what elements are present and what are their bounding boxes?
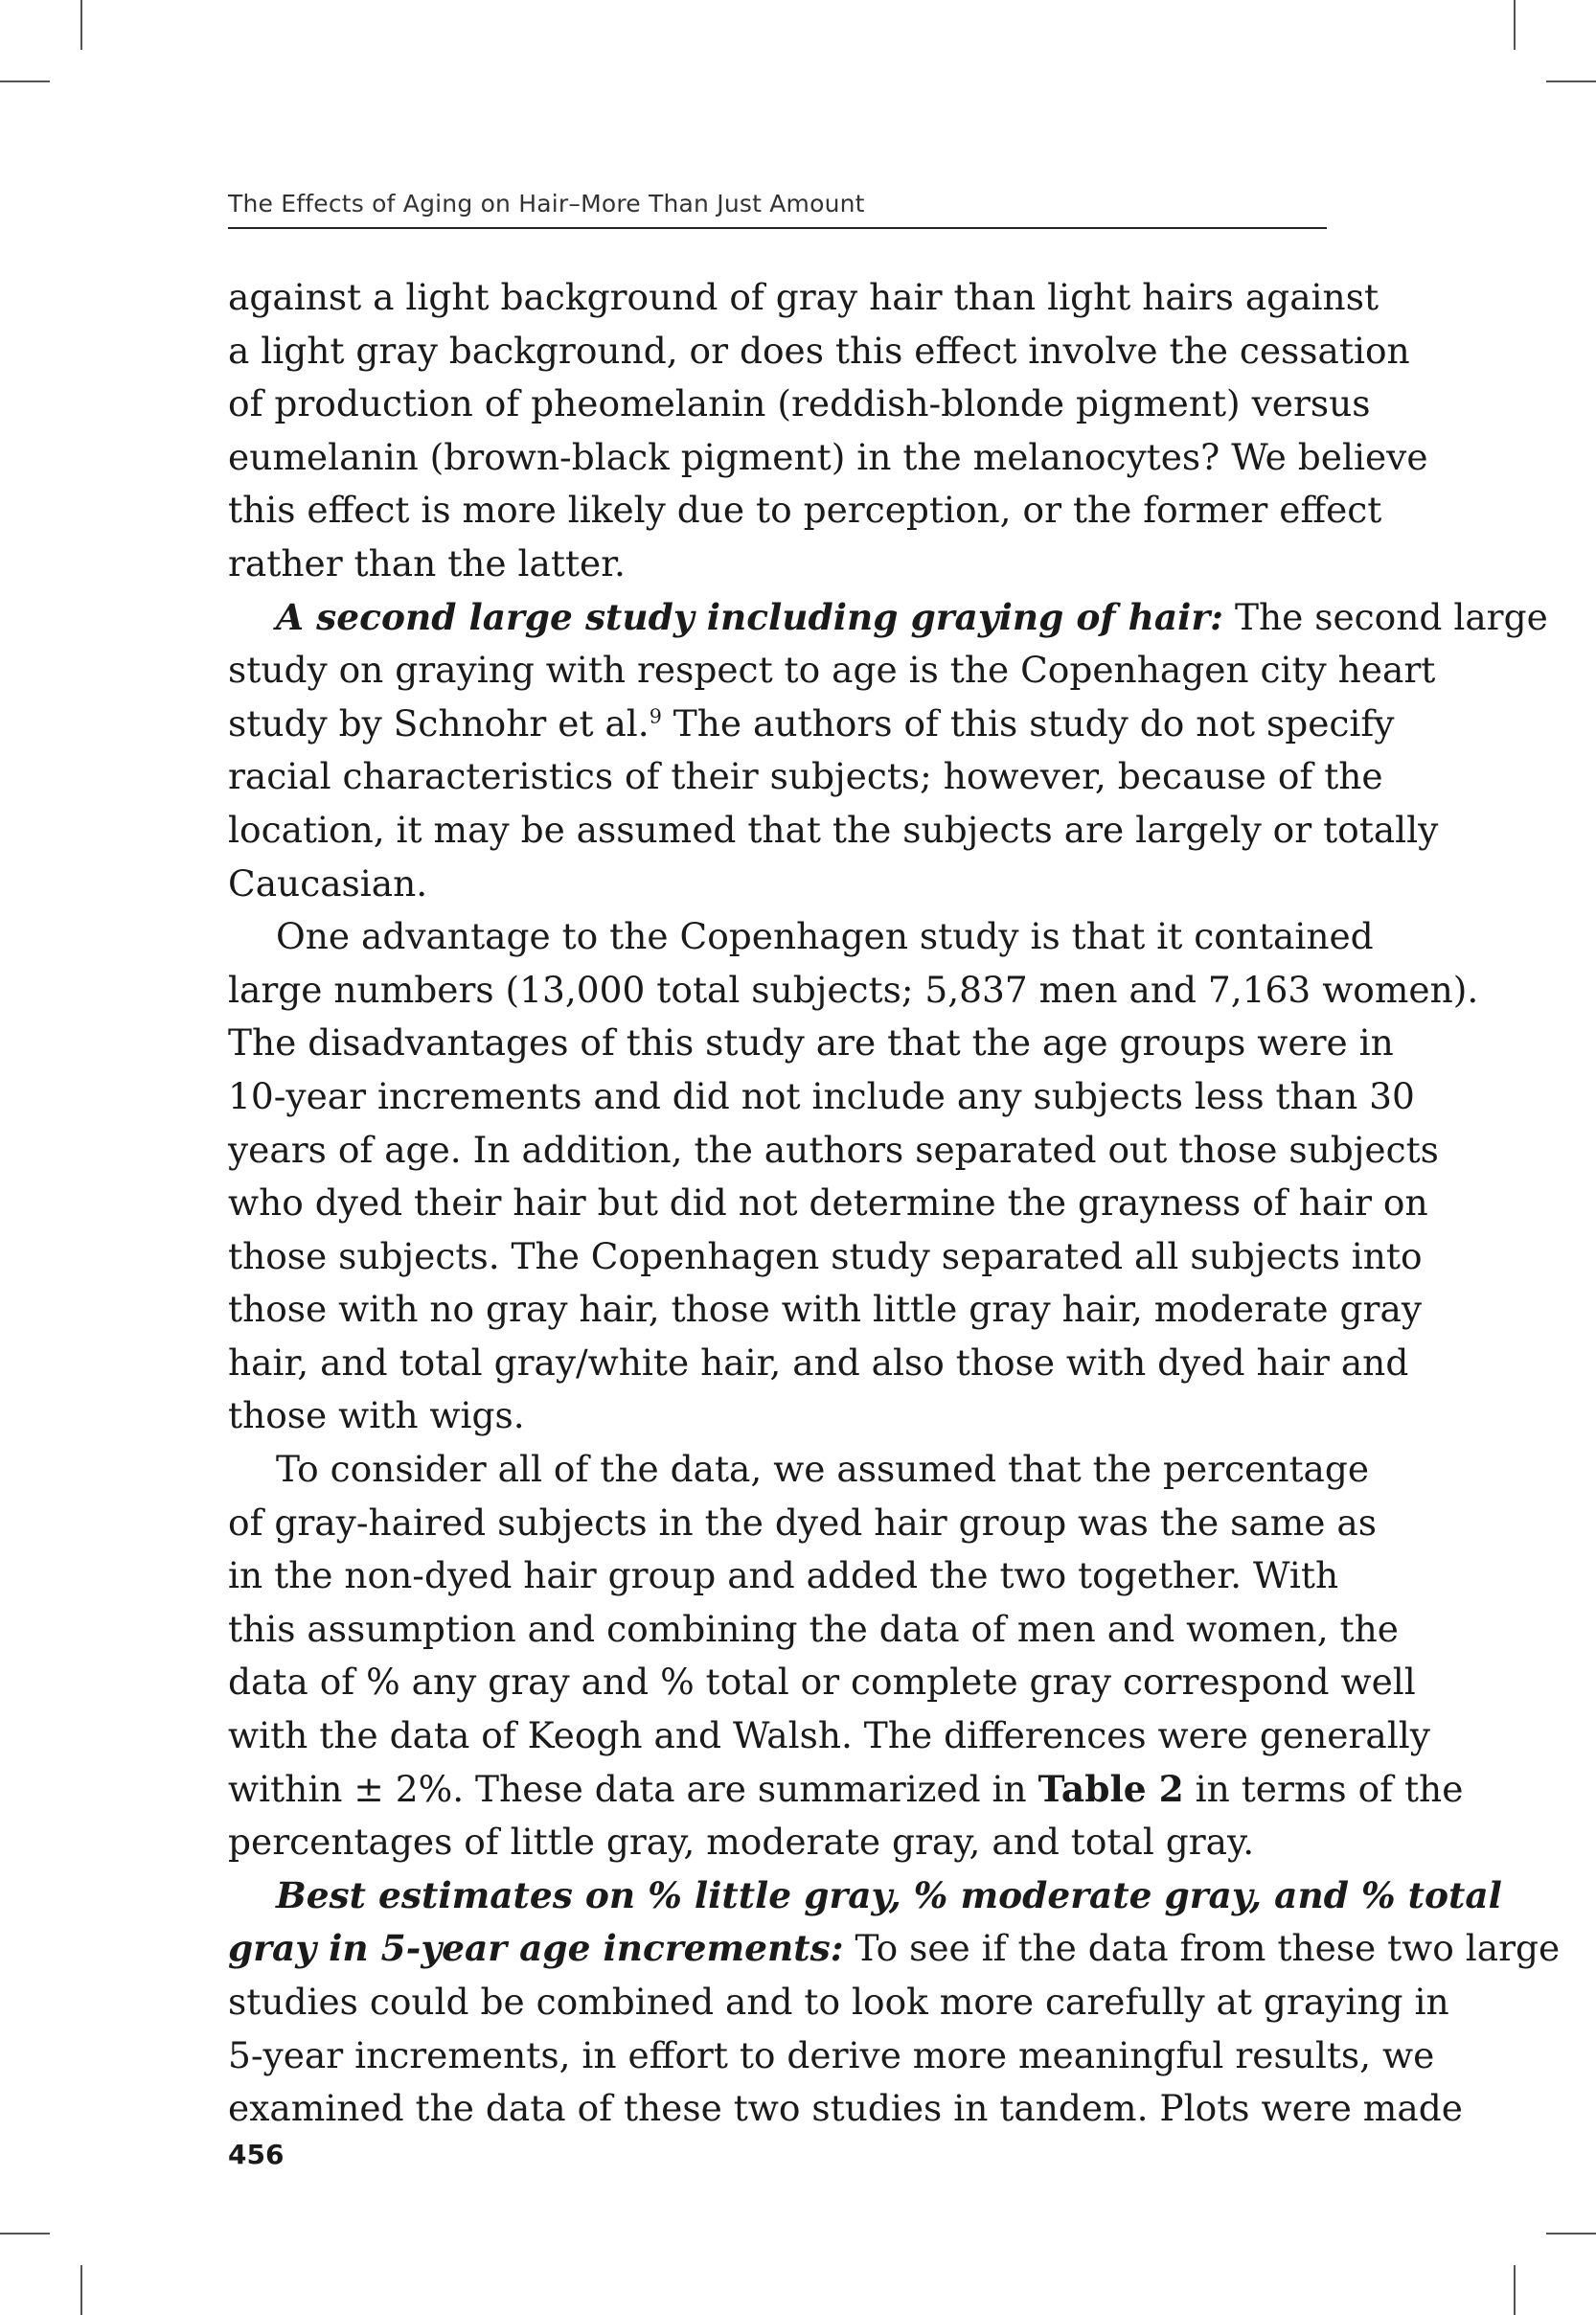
text-run: against a light background of gray hair than light hairs against	[228, 276, 1379, 318]
text-run: with the data of Keogh and Walsh. The differences were generally	[228, 1714, 1430, 1757]
text-run: those with no gray hair, those with little gray hair, moderate gray	[228, 1288, 1423, 1331]
crop-mark-top-right-v	[1514, 0, 1516, 50]
text-run: One advantage to the Copenhagen study is that it contained	[276, 915, 1374, 958]
text-line	[228, 1283, 1423, 1337]
run-in-heading: Best estimates on % little gray, % moderate gray, and % total	[276, 1873, 1502, 1916]
text-run: percentages of little gray, moderate gray, and total gray.	[228, 1821, 1255, 1864]
text-line	[228, 431, 1428, 485]
text-run: rather than the latter.	[228, 541, 626, 584]
text-line	[228, 1976, 1449, 2029]
text-run: study on graying with respect to age is the Copenhagen city heart	[228, 649, 1436, 692]
text-run: examined the data of these two studies in tandem. Plots were made	[228, 2087, 1463, 2130]
text-line	[228, 2082, 1463, 2136]
run-in-heading: A second large study including graying of hair:	[276, 595, 1224, 638]
text-line	[228, 1177, 1428, 1230]
text-line	[228, 1709, 1430, 1763]
text-run: in terms of the	[1183, 1767, 1464, 1810]
text-line	[228, 1337, 1409, 1390]
crop-mark-bottom-right-v	[1514, 2265, 1516, 2315]
crop-mark-bottom-left-v	[80, 2265, 82, 2315]
text-line	[228, 858, 1339, 911]
text-run: a light gray background, or does this effect involve the cessation	[228, 329, 1410, 372]
text-run: hair, and total gray/white hair, and also those with dyed hair and	[228, 1341, 1409, 1384]
text-run: large numbers (13,000 total subjects; 5,837 men and 7,163 women).	[228, 968, 1479, 1011]
text-line	[228, 1869, 1502, 1923]
text-line	[228, 591, 1548, 645]
text-run: of production of pheomelanin (reddish-blonde pigment) versus	[228, 382, 1371, 425]
text-run: who dyed their hair but did not determine the grayness of hair on	[228, 1181, 1428, 1225]
text-run: of gray-haired subjects in the dyed hair group was the same as	[228, 1501, 1377, 1544]
text-run: study by Schnohr et al.	[228, 701, 650, 745]
text-run: eumelanin (brown-black pigment) in the melanocytes? We believe	[228, 435, 1428, 478]
text-line	[228, 698, 1395, 751]
crop-mark-top-right-h	[1546, 80, 1596, 82]
text-run: location, it may be assumed that the subjects are largely or totally	[228, 808, 1439, 851]
text-line	[228, 644, 1436, 698]
text-line	[228, 1816, 1339, 1869]
page-number: 456	[228, 2139, 285, 2170]
text-line	[228, 1443, 1370, 1497]
bold-reference: Table 2	[1037, 1767, 1184, 1810]
text-run: within ± 2%. These data are summarized in	[228, 1767, 1038, 1810]
citation-superscript: 9	[649, 704, 662, 728]
text-run: those with wigs.	[228, 1394, 525, 1437]
text-run: To consider all of the data, we assumed that the percentage	[276, 1448, 1370, 1491]
text-line	[228, 484, 1382, 538]
text-line	[228, 1070, 1415, 1124]
text-run: in the non-dyed hair group and added the two together. With	[228, 1554, 1339, 1597]
text-line	[228, 1922, 1561, 1976]
text-line	[228, 804, 1439, 858]
text-line	[228, 2029, 1435, 2083]
text-run: The authors of this study do not specify	[661, 701, 1395, 745]
text-line	[228, 1017, 1394, 1070]
crop-mark-top-left-v	[80, 0, 82, 50]
text-line	[228, 1230, 1423, 1284]
text-line	[228, 750, 1383, 804]
text-line	[228, 1763, 1464, 1817]
text-line	[228, 1603, 1399, 1657]
text-run: those subjects. The Copenhagen study separated all subjects into	[228, 1234, 1423, 1277]
crop-mark-bottom-right-h	[1546, 2233, 1596, 2235]
crop-mark-bottom-left-h	[0, 2233, 50, 2235]
text-line	[228, 1656, 1416, 1709]
text-line	[228, 1124, 1439, 1178]
text-line	[228, 964, 1479, 1018]
text-line	[228, 1497, 1377, 1550]
text-line	[228, 325, 1410, 378]
text-run: racial characteristics of their subjects; however, because of the	[228, 755, 1383, 798]
text-line	[228, 378, 1371, 431]
text-run: The second large	[1223, 595, 1548, 638]
crop-mark-top-left-h	[0, 80, 50, 82]
text-run: The disadvantages of this study are that the age groups were in	[228, 1021, 1394, 1065]
text-line	[228, 538, 1339, 591]
text-run: 5-year increments, in effort to derive more meaningful results, we	[228, 2033, 1435, 2076]
text-line	[228, 1549, 1339, 1603]
text-line	[228, 910, 1374, 964]
text-line	[228, 271, 1379, 325]
text-run: data of % any gray and % total or complete gray correspond well	[228, 1661, 1416, 1704]
text-run: this assumption and combining the data of men and women, the	[228, 1607, 1399, 1650]
run-in-heading: gray in 5-year age increments:	[228, 1927, 844, 1970]
text-run: Caucasian.	[228, 861, 428, 905]
text-run: this effect is more likely due to perception, or the former effect	[228, 489, 1382, 532]
running-header: The Effects of Aging on Hair–More Than Just Amount	[228, 190, 1327, 229]
text-line	[228, 1389, 1339, 1443]
body-text	[228, 271, 1561, 2136]
text-run: 10-year increments and did not include any subjects less than 30	[228, 1074, 1415, 1117]
text-run: years of age. In addition, the authors separated out those subjects	[228, 1128, 1439, 1171]
text-run: To see if the data from these two large	[843, 1927, 1561, 1970]
text-run: studies could be combined and to look more carefully at graying in	[228, 1981, 1449, 2023]
